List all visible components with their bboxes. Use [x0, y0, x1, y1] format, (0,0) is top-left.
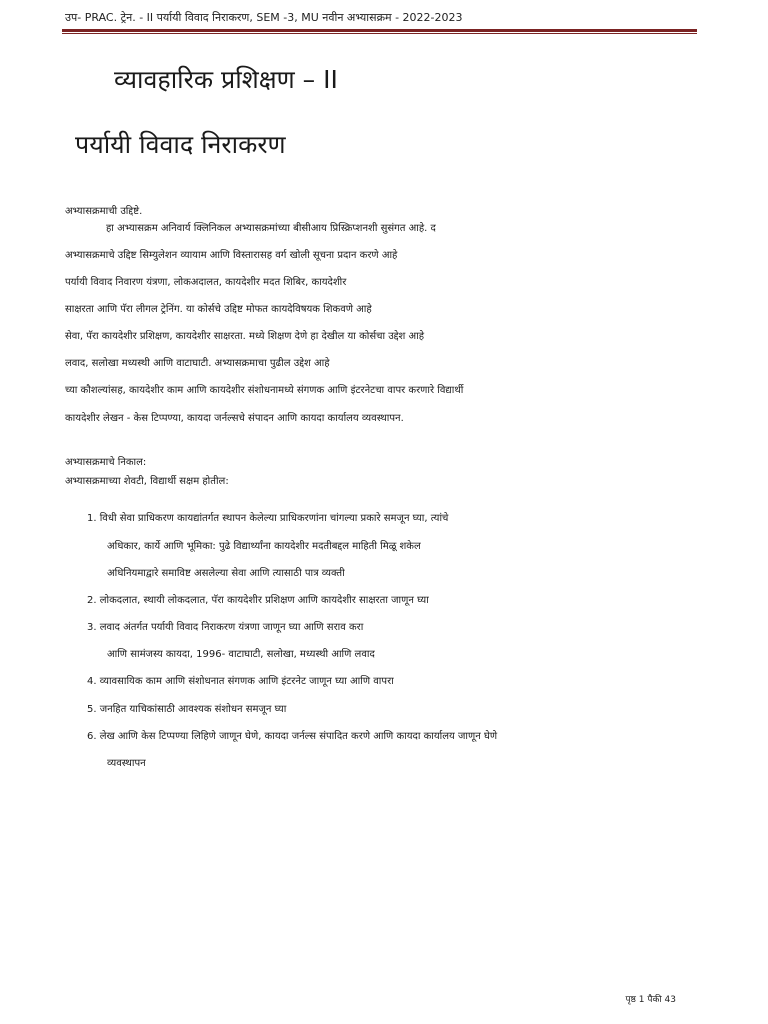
header-rule-thin: [62, 33, 697, 34]
outcome-item: 6. लेख आणि केस टिप्पण्या लिहिणे जाणून घेणे, कायदा जर्नल्स संपादित करणे आणि कायदा कार्यालय जाणून घेणे: [87, 731, 498, 742]
objectives-line: अभ्यासक्रमाचे उद्दिष्ट सिम्युलेशन व्यायाम आणि विस्तारासह वर्ग खोली सूचना प्रदान करणे आहे: [65, 250, 398, 261]
running-header: उप- PRAC. ट्रेन. - II पर्यायी विवाद निराकरण, SEM -3, MU नवीन अभ्यासक्रम - 2022-2023: [65, 11, 463, 24]
objectives-line: पर्यायी विवाद निवारण यंत्रणा, लोकअदालत, कायदेशीर मदत शिबिर, कायदेशीर: [65, 277, 347, 288]
objectives-line: च्या कौशल्यांसह, कायदेशीर काम आणि कायदेशीर संशोधनामध्ये संगणक आणि इंटरनेटचा वापर करणारे विद्यार्थी: [65, 385, 464, 396]
outcome-item: 1. विधी सेवा प्राधिकरण कायद्यांतर्गत स्थापन केलेल्या प्राधिकरणांना चांगल्या प्रकारे समजून घ्या, त्यांचे: [87, 513, 449, 524]
outcomes-heading: अभ्यासक्रमाचे निकाल:: [65, 457, 147, 468]
objectives-line: कायदेशीर लेखन - केस टिप्पण्या, कायदा जर्नल्सचे संपादन आणि कायदा कार्यालय व्यवस्थापन.: [65, 413, 404, 424]
outcome-item-continuation: व्यवस्थापन: [107, 758, 146, 769]
outcomes-intro: अभ्यासक्रमाच्या शेवटी, विद्यार्थी सक्षम होतील:: [65, 476, 229, 487]
page-number: पृष्ठ 1 पैकी 43: [625, 995, 676, 1005]
outcome-item: 4. व्यावसायिक काम आणि संशोधनात संगणक आणि इंटरनेट जाणून घ्या आणि वापरा: [87, 676, 394, 687]
header-rule-thick: [62, 29, 697, 32]
main-title: व्यावहारिक प्रशिक्षण – II: [114, 65, 338, 94]
objectives-heading: अभ्यासक्रमाची उद्दिष्टे.: [65, 206, 143, 217]
outcome-item-continuation: आणि सामंजस्य कायदा, 1996- वाटाघाटी, सलोखा, मध्यस्थी आणि लवाद: [107, 649, 375, 660]
objectives-line: लवाद, सलोखा मध्यस्थी आणि वाटाघाटी. अभ्यासक्रमाचा पुढील उद्देश आहे: [65, 358, 330, 369]
outcome-item-continuation: अधिनियमाद्वारे समाविष्ट असलेल्या सेवा आणि त्यासाठी पात्र व्यक्ती: [107, 568, 345, 579]
outcome-item: 5. जनहित याचिकांसाठी आवश्यक संशोधन समजून घ्या: [87, 704, 287, 715]
outcome-item-continuation: अधिकार, कार्ये आणि भूमिका: पुढे विद्यार्थ्यांना कायदेशीर मदतीबद्दल माहिती मिळू शकेल: [107, 541, 421, 552]
outcome-item: 3. लवाद अंतर्गत पर्यायी विवाद निराकरण यंत्रणा जाणून घ्या आणि सराव करा: [87, 622, 364, 633]
sub-title: पर्यायी विवाद निराकरण: [75, 130, 286, 159]
objectives-line: हा अभ्यासक्रम अनिवार्य क्लिनिकल अभ्यासक्रमांच्या बीसीआय प्रिस्क्रिप्शनशी सुसंगत आहे. द: [106, 223, 436, 234]
objectives-line: सेवा, पॅरा कायदेशीर प्रशिक्षण, कायदेशीर साक्षरता. मध्ये शिक्षण देणे हा देखील या कोर्सचा उद्देश आहे: [65, 331, 425, 342]
objectives-line: साक्षरता आणि पॅरा लीगल ट्रेनिंग. या कोर्सचे उद्दिष्ट मोफत कायदेविषयक शिकवणे आहे: [65, 304, 372, 315]
outcome-item: 2. लोकदलात, स्थायी लोकदलात, पॅरा कायदेशीर प्रशिक्षण आणि कायदेशीर साक्षरता जाणून घ्या: [87, 595, 429, 606]
